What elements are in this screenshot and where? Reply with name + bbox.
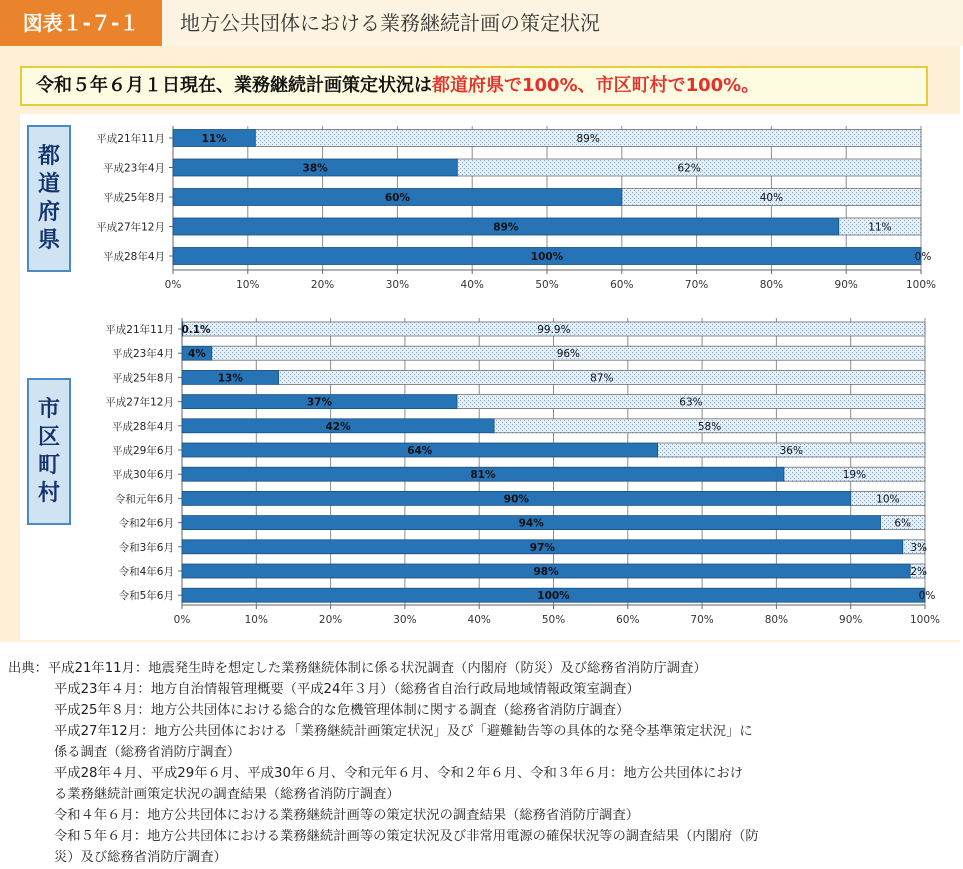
group-char: 町 [37, 452, 60, 478]
data-label-remaining: 2% [910, 566, 927, 578]
data-label-remaining: 96% [556, 348, 581, 361]
data-label-formulated: 94% [518, 517, 544, 530]
data-label-formulated: 100% [530, 251, 564, 263]
x-tick-label: 30% [393, 614, 417, 626]
x-tick-label: 50% [541, 614, 566, 626]
data-label-formulated: 37% [306, 396, 333, 409]
summary-highlight: 都道府県で100%、市区町村で100%。 [432, 75, 760, 96]
group-char: 府 [37, 199, 60, 225]
data-label-formulated: 60% [384, 192, 410, 204]
x-tick-label: 100% [909, 614, 941, 626]
data-label-remaining: 99.9% [537, 324, 571, 336]
category-label: 平成27年12月 [105, 396, 174, 409]
group-char: 県 [37, 227, 60, 253]
x-tick-label: 20% [318, 614, 343, 626]
source-line: 出典：平成21年11月：地震発生時を想定した業務継続体制に係る状況調査（内閣府（防災）及び総務省消防庁調査） [8, 661, 707, 676]
x-tick-label: 70% [690, 614, 714, 626]
figure-number-label: 図表１-７-１ [0, 0, 162, 46]
data-label-remaining: 0% [914, 251, 932, 263]
x-tick-label: 80% [759, 279, 784, 291]
source-line: 平成27年12月：地方公共団体における「業務継続計画策定状況」及び「避難勧告等の具体的な発令基準策定状況」に [54, 724, 753, 739]
data-label-remaining: 0% [918, 590, 936, 603]
category-label: 令和元年6月 [114, 493, 174, 506]
category-label: 平成23年4月 [102, 162, 165, 175]
data-label-remaining: 10% [876, 493, 900, 506]
x-tick-label: 90% [834, 279, 858, 291]
category-label: 令和2年6月 [118, 517, 174, 530]
group-char: 区 [37, 424, 60, 450]
x-tick-label: 50% [535, 279, 559, 291]
category-label: 令和3年6月 [118, 541, 174, 554]
data-label-formulated: 98% [533, 566, 559, 578]
summary-text: 令和５年６月１日現在、業務継続計画策定状況は [36, 75, 432, 96]
category-label: 平成25年8月 [102, 192, 165, 204]
data-label-remaining: 36% [779, 445, 803, 457]
x-tick-label: 10% [244, 614, 268, 626]
data-label-formulated: 90% [503, 493, 529, 506]
source-line: 平成23年４月：地方自治情報管理概要（平成24年３月）（総務省自治行政局地域情報政策室調査） [54, 682, 640, 697]
data-label-remaining: 63% [679, 396, 703, 409]
data-label-formulated: 89% [493, 221, 519, 234]
x-tick-label: 70% [684, 279, 709, 291]
category-label: 令和4年6月 [118, 566, 174, 578]
prefecture-chart [96, 126, 936, 291]
data-label-formulated: 97% [529, 541, 555, 554]
x-tick-label: 30% [385, 279, 410, 291]
x-tick-label: 40% [467, 614, 491, 626]
x-tick-label: 20% [310, 279, 335, 291]
data-label-remaining: 19% [842, 469, 867, 482]
municipality-chart [105, 318, 940, 626]
data-label-remaining: 11% [868, 221, 892, 234]
data-label-remaining: 89% [576, 133, 600, 145]
source-line: 平成28年４月、平成29年６月、平成30年６月、令和元年６月、令和２年６月、令和３年６月：地方公共団体におけ [54, 766, 744, 781]
data-label-remaining: 40% [759, 192, 784, 204]
category-label: 令和5年6月 [118, 590, 174, 603]
data-label-formulated: 42% [325, 420, 351, 433]
data-label-formulated: 38% [302, 162, 328, 175]
x-tick-label: 80% [764, 614, 789, 626]
group-char: 市 [37, 396, 60, 422]
x-tick-label: 0% [164, 279, 182, 291]
data-label-remaining: 87% [590, 372, 614, 385]
category-label: 平成21年11月 [96, 133, 165, 145]
data-label-formulated: 64% [407, 445, 433, 457]
x-tick-label: 40% [460, 279, 484, 291]
category-label: 平成30年6月 [111, 469, 174, 482]
source-line: 係る調査（総務省消防庁調査） [54, 745, 241, 760]
category-label: 平成28年4月 [111, 420, 174, 433]
data-label-formulated: 0.1% [181, 324, 211, 336]
source-line: る業務継続計画策定状況の調査結果（総務省消防庁調査） [54, 787, 400, 802]
data-label-remaining: 3% [910, 541, 927, 554]
figure-title: 地方公共団体における業務継続計画の策定状況 [180, 11, 600, 35]
group-char: 道 [37, 171, 60, 197]
x-tick-label: 60% [610, 279, 634, 291]
x-tick-label: 100% [905, 279, 937, 291]
category-label: 平成21年11月 [105, 324, 174, 336]
group-char: 村 [37, 480, 60, 506]
source-line: 令和４年６月：地方公共団体における業務継続計画等の策定状況の調査結果（総務省消防庁調査） [54, 808, 640, 823]
category-label: 平成25年8月 [111, 372, 174, 385]
x-tick-label: 0% [173, 614, 191, 626]
source-line: 令和５年６月：地方公共団体における業務継続計画等の策定状況及び非常用電源の確保状況等の調査結果（内閣府（防 [54, 829, 759, 844]
x-tick-label: 60% [616, 614, 640, 626]
category-label: 平成27年12月 [96, 221, 165, 234]
category-label: 平成23年4月 [111, 348, 174, 361]
group-char: 都 [37, 143, 60, 169]
category-label: 平成28年4月 [102, 251, 165, 263]
data-label-formulated: 4% [187, 348, 206, 361]
data-label-formulated: 100% [537, 590, 570, 603]
sources-note [8, 658, 963, 868]
data-label-formulated: 11% [201, 133, 227, 145]
category-label: 平成29年6月 [111, 445, 174, 457]
data-label-formulated: 13% [217, 372, 243, 385]
source-line: 災）及び総務省消防庁調査） [54, 850, 227, 865]
data-label-formulated: 81% [470, 469, 496, 482]
x-tick-label: 90% [839, 614, 863, 626]
x-tick-label: 10% [236, 279, 260, 291]
data-label-remaining: 58% [697, 420, 722, 433]
source-line: 平成25年８月：地方公共団体における総合的な危機管理体制に関する調査（総務省消防庁調査） [54, 703, 630, 718]
data-label-remaining: 6% [894, 517, 912, 530]
data-label-remaining: 62% [677, 162, 701, 175]
